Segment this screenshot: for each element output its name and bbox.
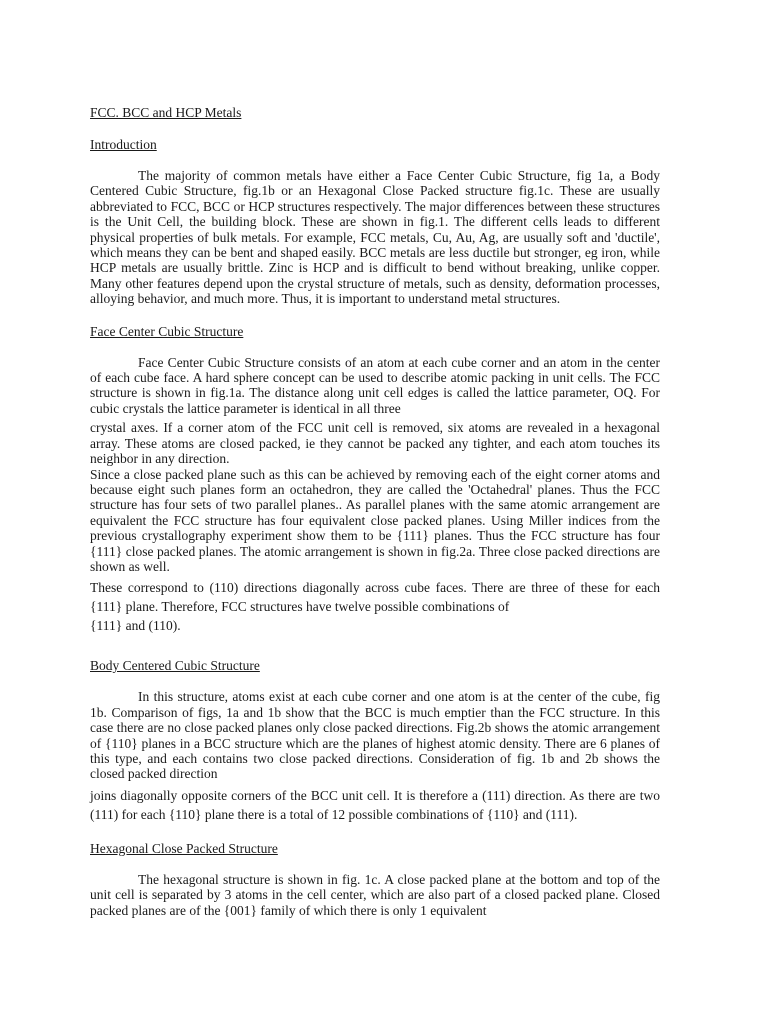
section-heading-bcc: Body Centered Cubic Structure — [90, 658, 260, 674]
paragraph-fcc-4: These correspond to (110) directions diagonally across cube faces. There are three of these for each {111} plane. Therefore, FCC structures have twelve possible combinations of — [90, 580, 660, 615]
paragraph-fcc-3: Since a close packed plane such as this can be achieved by removing each of the eight corner atoms and because eight such planes form an octahedron, they are called the 'Octahedral' planes. Thus the FCC structure has four sets of two parallel planes.. As parallel planes with the same atomic arrangement are equivalent the FCC structure has four equivalent close packed planes. Using Miller indices from the previous crystallography experiment show them to be {111} planes. Thus the FCC structure has four {111} close packed planes. The atomic arrangement is shown in fig.2a. Three close packed directions are shown as well. — [90, 466, 660, 574]
paragraph-bcc-2: joins diagonally opposite corners of the BCC unit cell. It is therefore a (111) direction. As there are two (111) for each {110} plane there is a total of 12 possible combinations of {110} and (111). — [90, 787, 660, 822]
section-heading-introduction: Introduction — [90, 137, 157, 152]
paragraph-bcc-1: In this structure, atoms exist at each cube corner and one atom is at the center of the cube, fig 1b. Comparison of figs, 1a and 1b show that the BCC is much emptier than the FCC structure. In this case there are no close packed planes only close packed directions. Fig.2b shows the atomic arrangement of {110} planes in a BCC structure which are the planes of highest atomic density. There are 6 planes of this type, and each contains two close packed directions. Consideration of fig. 1b and 2b shows the closed packed direction — [90, 689, 660, 782]
paragraph-fcc-2: crystal axes. If a corner atom of the FCC unit cell is removed, six atoms are revealed in a hexagonal array. These atoms are closed packed, ie they cannot be packed any tighter, and each atom touches its neighbor in any direction. — [90, 420, 660, 467]
paragraph-fcc-1: Face Center Cubic Structure consists of an atom at each cube corner and an atom in the center of each cube face. A hard sphere concept can be used to describe atomic packing in unit cells. The FCC structure is shown in fig.1a. The distance along unit cell edges is called the lattice parameter, OQ. For cubic crystals the lattice parameter is identical in all three — [90, 354, 660, 416]
section-heading-hcp: Hexagonal Close Packed Structure — [90, 840, 278, 856]
paragraph-fcc-5: {111} and (110). — [90, 618, 181, 634]
section-heading-fcc: Face Center Cubic Structure — [90, 323, 244, 339]
paragraph-hcp-1: The hexagonal structure is shown in fig. 1c. A close packed plane at the bottom and top of the unit cell is separated by 3 atoms in the cell center, which are also part of a closed packed plane. Closed packed planes are of the {001} family of which there is only 1 equivalent — [90, 871, 660, 918]
document-title: FCC. BCC and HCP Metals — [90, 105, 242, 120]
paragraph-introduction: The majority of common metals have either a Face Center Cubic Structure, fig 1a, a Body Centered Cubic Structure, fig.1b or an Hexagonal Close Packed structure fig.1c. These are usually abbreviated to FCC, BCC or HCP structures respectively. The major differences between these structures is the Unit Cell, the building block. These are shown in fig.1. The different cells leads to different physical properties of bulk metals. For example, FCC metals, Cu, Au, Ag, are usually soft and 'ductile', which means they can be bent and shaped easily. BCC metals are less ductile but stronger, eg iron, while HCP metals are usually brittle. Zinc is HCP and is difficult to bend without breaking, unlike copper. Many other features depend upon the crystal structure of metals, such as density, deformation processes, alloying behavior, and much more. Thus, it is important to understand metal structures. — [90, 168, 660, 307]
